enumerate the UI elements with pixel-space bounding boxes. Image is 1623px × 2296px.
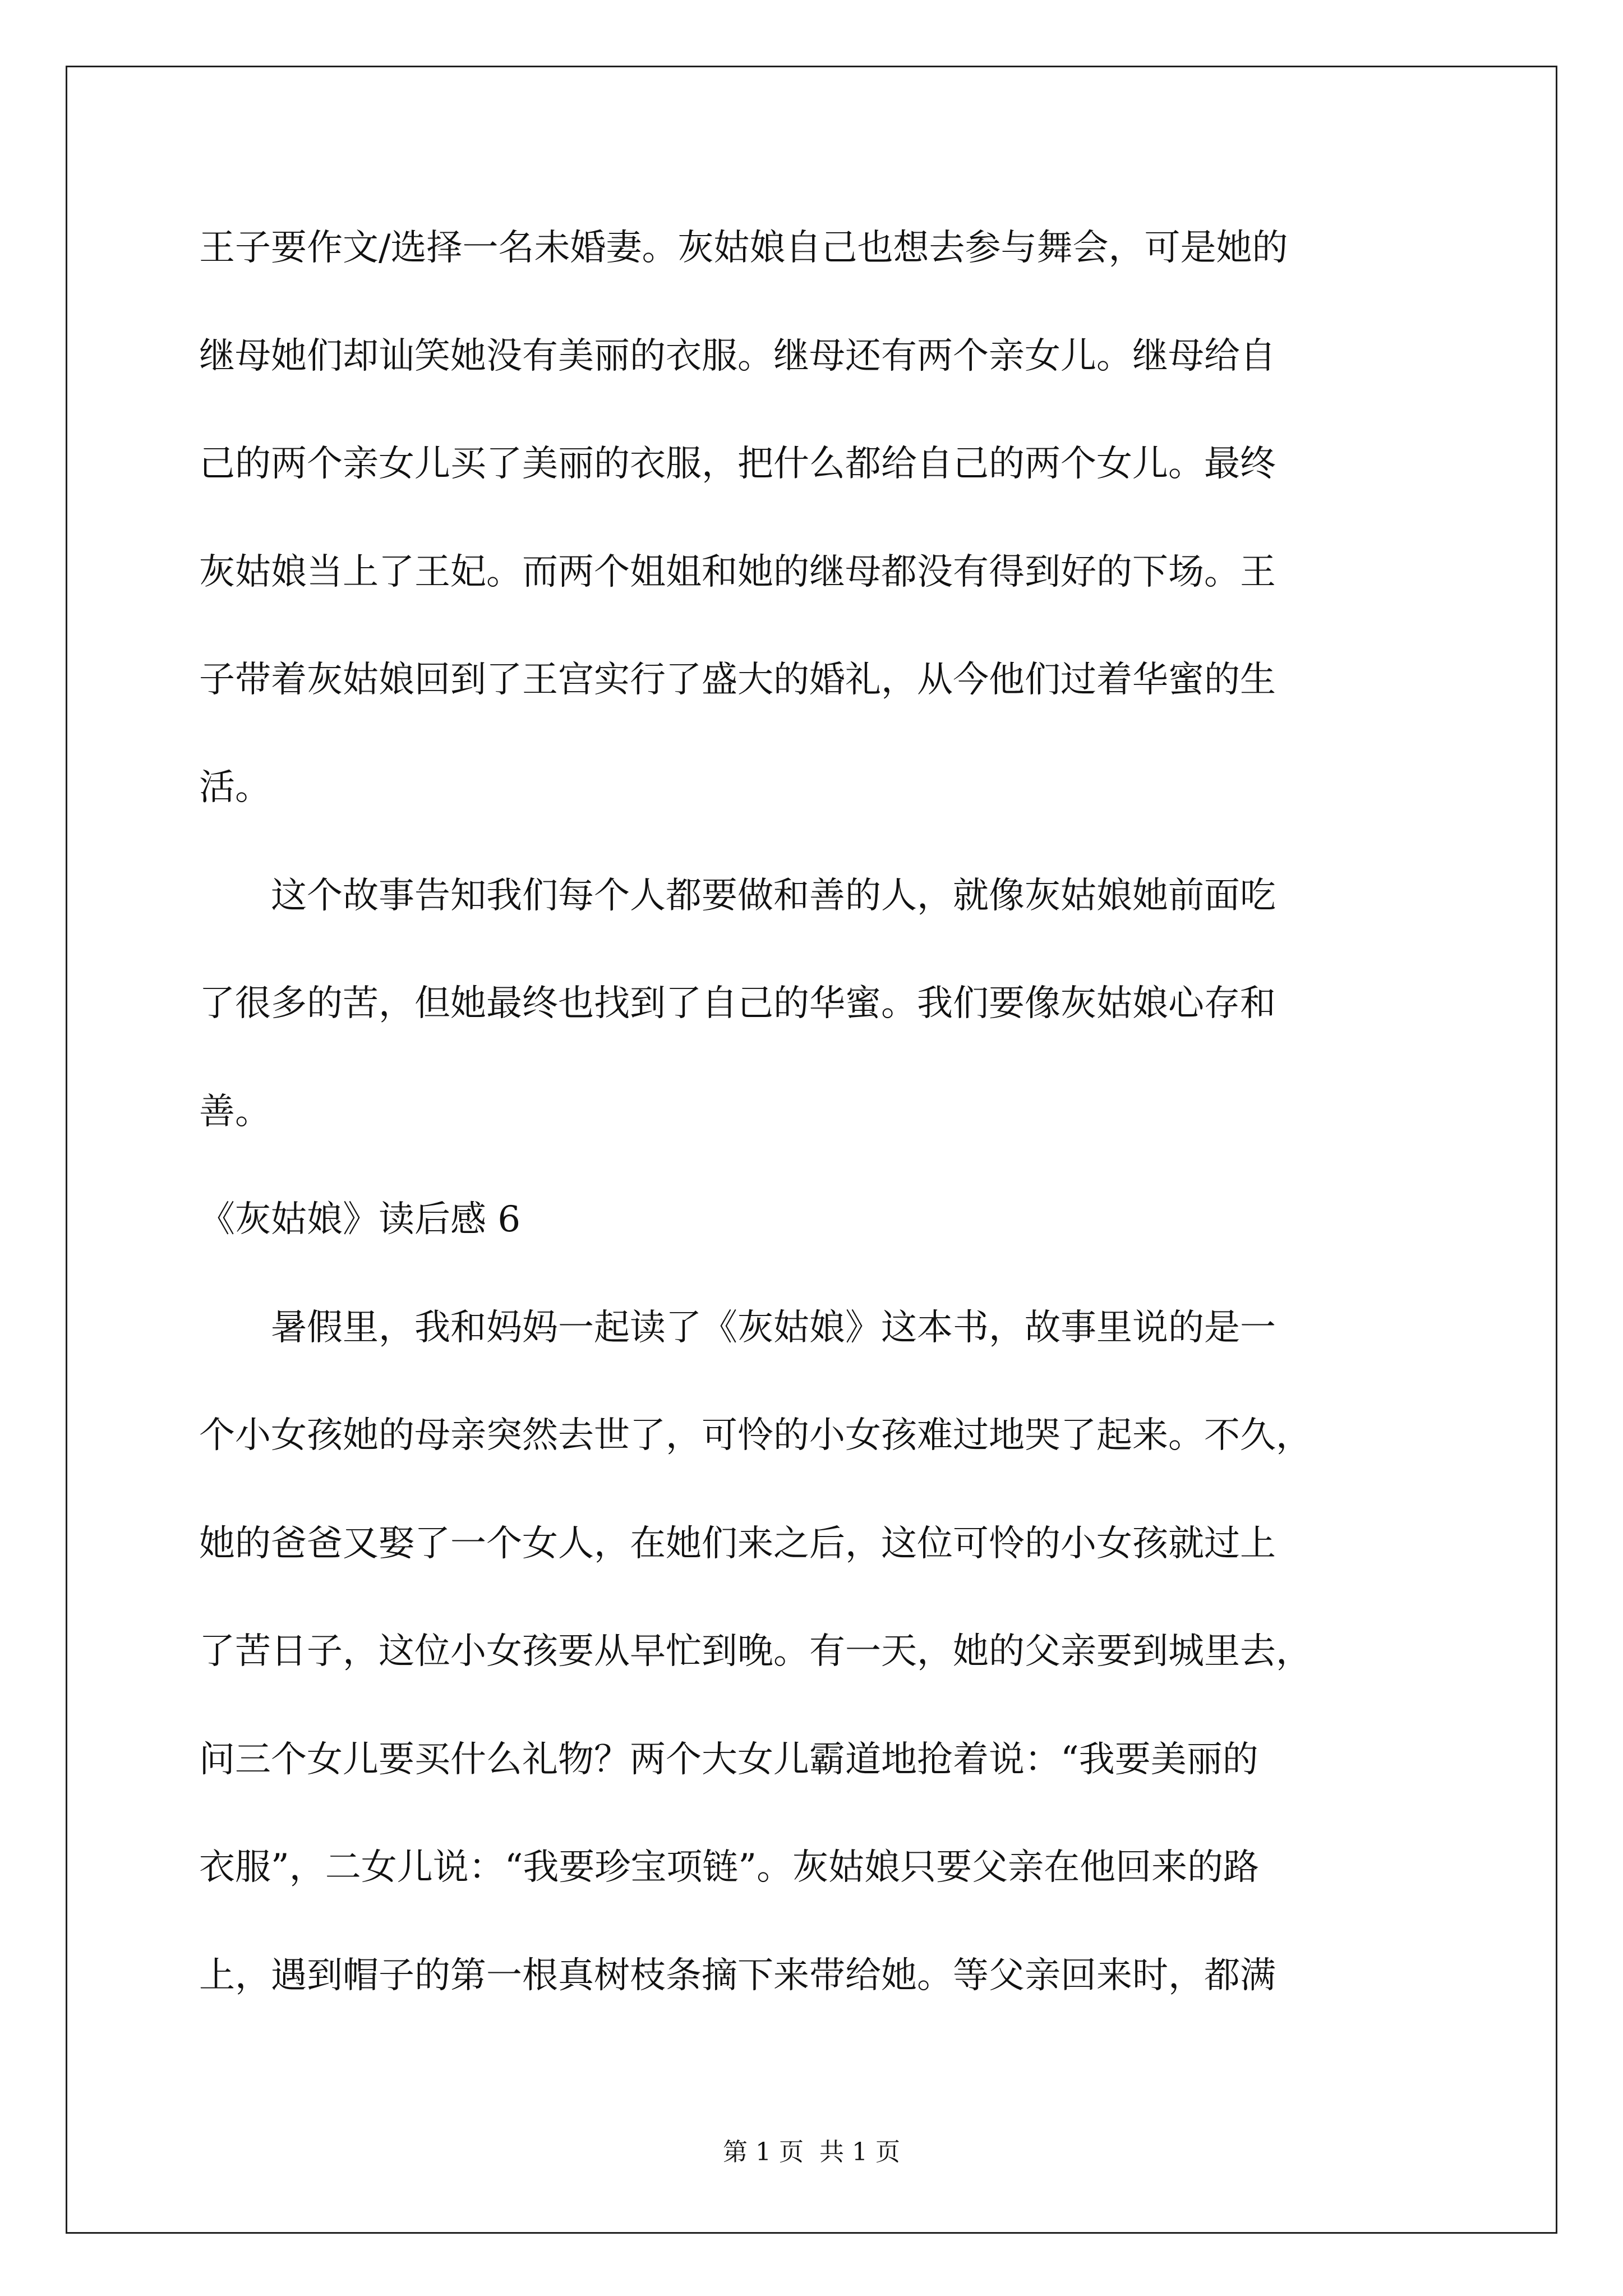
- paragraph-first-line: 暑假里，我和妈妈一起读了《灰姑娘》这本书，故事里说的是一: [271, 1307, 1276, 1349]
- body-line: 她的爸爸又娶了一个女人，在她们来之后，这位可怜的小女孩就过上: [199, 1523, 1276, 1565]
- body-line: 了很多的苦，但她最终也找到了自己的华蜜。我们要像灰姑娘心存和: [199, 983, 1276, 1024]
- page-total: 共 1 页: [819, 2138, 900, 2166]
- body-line: 个小女孩她的母亲突然去世了，可怜的小女孩难过地哭了起来。不久，: [199, 1415, 1312, 1456]
- body-line: 上，遇到帽子的第一根真树枝条摘下来带给她。等父亲回来时，都满: [199, 1955, 1276, 1996]
- page-border: [66, 66, 1557, 2234]
- body-line: 活。: [199, 767, 271, 808]
- body-line: 善。: [199, 1091, 271, 1133]
- body-line: 问三个女儿要买什么礼物？两个大女儿霸道地抢着说：“我要美丽的: [199, 1739, 1258, 1780]
- page-number: 第 1 页: [723, 2138, 804, 2166]
- page-footer: [0, 2132, 1623, 2168]
- body-line: 继母她们却讪笑她没有美丽的衣服。继母还有两个亲女儿。继母给自: [199, 335, 1276, 377]
- body-line: 灰姑娘当上了王妃。而两个姐姐和她的继母都没有得到好的下场。王: [199, 551, 1276, 593]
- body-line: 王子要作文/选择一名未婚妻。灰姑娘自己也想去参与舞会，可是她的: [199, 227, 1288, 269]
- body-line: 衣服”，二女儿说：“我要珍宝项链”。灰姑娘只要父亲在他回来的路: [199, 1847, 1260, 1888]
- paragraph-first-line: 这个故事告知我们每个人都要做和善的人，就像灰姑娘她前面吃: [271, 875, 1276, 917]
- body-line: 子带着灰姑娘回到了王宫实行了盛大的婚礼，从今他们过着华蜜的生: [199, 659, 1276, 701]
- body-line: 己的两个亲女儿买了美丽的衣服，把什么都给自己的两个女儿。最终: [199, 443, 1276, 485]
- section-heading: 《灰姑娘》读后感 6: [199, 1199, 521, 1240]
- body-line: 了苦日子，这位小女孩要从早忙到晚。有一天，她的父亲要到城里去，: [199, 1631, 1312, 1672]
